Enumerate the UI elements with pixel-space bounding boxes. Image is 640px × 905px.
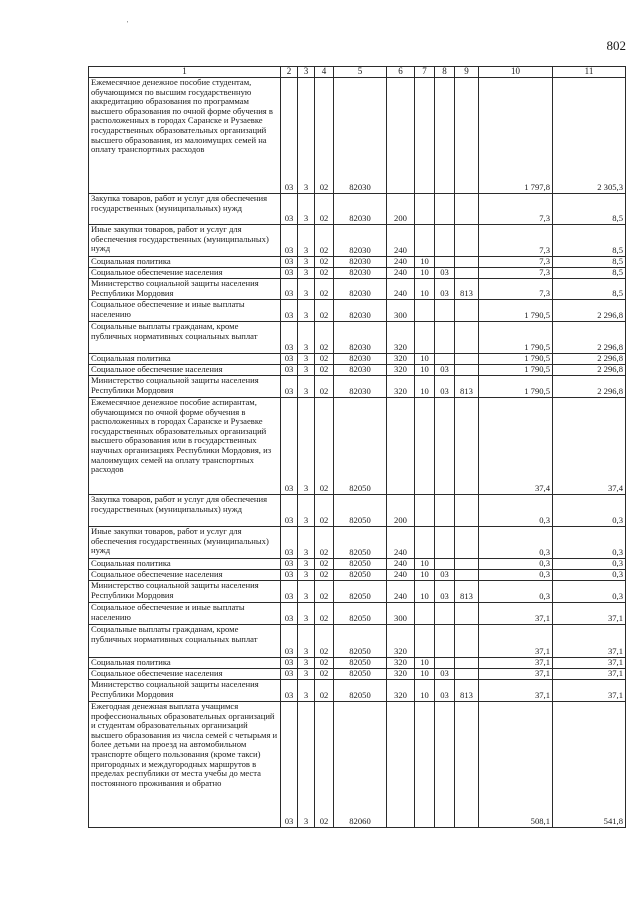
code-cell: 03 xyxy=(281,225,298,257)
code-cell: 813 xyxy=(455,581,479,603)
amount-cell: 1 790,5 xyxy=(479,376,553,398)
code-cell: 02 xyxy=(315,194,334,225)
code-cell: 3 xyxy=(298,398,315,495)
code-cell: 3 xyxy=(298,495,315,527)
code-cell: 82050 xyxy=(334,495,387,527)
code-cell: 10 xyxy=(415,257,435,268)
table-row xyxy=(89,225,626,257)
code-cell: 82030 xyxy=(334,194,387,225)
code-cell: 82060 xyxy=(334,702,387,828)
code-cell xyxy=(415,225,435,257)
code-cell: 3 xyxy=(298,354,315,365)
amount-cell: 0,3 xyxy=(479,559,553,570)
code-cell: 240 xyxy=(387,225,415,257)
code-cell: 10 xyxy=(415,658,435,669)
code-cell: 82050 xyxy=(334,570,387,581)
code-cell: 02 xyxy=(315,680,334,702)
item-name-cell: Социальное обеспечение населения xyxy=(89,365,281,376)
code-cell: 320 xyxy=(387,669,415,680)
code-cell xyxy=(435,527,455,559)
item-name-cell: Министерство социальной защиты населения Республики Мордовия xyxy=(89,279,281,300)
table-row xyxy=(89,527,626,559)
table-row xyxy=(89,257,626,268)
amount-cell: 37,1 xyxy=(479,669,553,680)
code-cell xyxy=(435,78,455,194)
item-name-cell: Иные закупки товаров, работ и услуг для обеспечения государственных (муниципальных) нужд xyxy=(89,527,281,559)
amount-cell: 0,3 xyxy=(479,527,553,559)
code-cell: 02 xyxy=(315,669,334,680)
code-cell: 240 xyxy=(387,559,415,570)
code-cell: 300 xyxy=(387,603,415,625)
header-cell: 4 xyxy=(315,67,334,78)
table-row xyxy=(89,322,626,354)
code-cell: 82030 xyxy=(334,279,387,300)
code-cell: 813 xyxy=(455,279,479,300)
code-cell: 03 xyxy=(281,527,298,559)
code-cell: 240 xyxy=(387,570,415,581)
code-cell xyxy=(415,625,435,658)
header-cell: 7 xyxy=(415,67,435,78)
code-cell xyxy=(415,495,435,527)
code-cell: 3 xyxy=(298,225,315,257)
code-cell: 82050 xyxy=(334,398,387,495)
amount-cell: 8,5 xyxy=(553,225,626,257)
table-row xyxy=(89,376,626,398)
table-row xyxy=(89,78,626,194)
amount-cell: 1 790,5 xyxy=(479,322,553,354)
code-cell xyxy=(415,398,435,495)
code-cell xyxy=(415,527,435,559)
code-cell: 10 xyxy=(415,570,435,581)
amount-cell: 37,1 xyxy=(479,680,553,702)
code-cell: 320 xyxy=(387,625,415,658)
code-cell: 03 xyxy=(281,78,298,194)
code-cell xyxy=(455,495,479,527)
code-cell: 10 xyxy=(415,680,435,702)
code-cell: 03 xyxy=(435,669,455,680)
code-cell: 02 xyxy=(315,658,334,669)
code-cell xyxy=(455,365,479,376)
code-cell xyxy=(455,625,479,658)
amount-cell: 541,8 xyxy=(553,702,626,828)
code-cell: 82030 xyxy=(334,225,387,257)
amount-cell: 37,4 xyxy=(553,398,626,495)
code-cell: 82050 xyxy=(334,581,387,603)
item-name-cell: Закупка товаров, работ и услуг для обеспечения государственных (муниципальных) нужд xyxy=(89,194,281,225)
code-cell: 02 xyxy=(315,268,334,279)
table-row xyxy=(89,559,626,570)
table-row xyxy=(89,625,626,658)
header-cell: 6 xyxy=(387,67,415,78)
code-cell: 200 xyxy=(387,495,415,527)
code-cell: 02 xyxy=(315,603,334,625)
code-cell: 02 xyxy=(315,279,334,300)
table-row xyxy=(89,300,626,322)
code-cell: 240 xyxy=(387,257,415,268)
code-cell: 03 xyxy=(281,669,298,680)
code-cell xyxy=(455,300,479,322)
item-name-cell: Ежемесячное денежное пособие студентам, обучающимся по высшим государственную аккредитацию образования по программам высшего образования по очной форме обучения в расположенных в городах Саранске и Рузаевке государственных образовательных организаций высшего образования, из малоимущих семей на оплату транспортных расходов xyxy=(89,78,281,194)
code-cell xyxy=(415,300,435,322)
code-cell: 320 xyxy=(387,680,415,702)
code-cell: 82050 xyxy=(334,527,387,559)
code-cell xyxy=(435,322,455,354)
code-cell: 3 xyxy=(298,365,315,376)
code-cell xyxy=(387,702,415,828)
amount-cell: 0,3 xyxy=(479,495,553,527)
code-cell: 03 xyxy=(435,279,455,300)
code-cell xyxy=(455,603,479,625)
code-cell: 320 xyxy=(387,322,415,354)
item-name-cell: Ежегодная денежная выплата учащимся профессиональных образовательных организаций и студентам образовательных организаций высшего образования из числа семей с четырьмя и более детьми на проезд на автомобильном транспорте общего пользования (кроме такси) пригородных и междугородных маршрутов в пределах республики от места учебы до места постоянного проживания и обратно xyxy=(89,702,281,828)
item-name-cell: Закупка товаров, работ и услуг для обеспечения государственных (муниципальных) нужд xyxy=(89,495,281,527)
code-cell: 02 xyxy=(315,702,334,828)
code-cell: 03 xyxy=(281,559,298,570)
code-cell: 240 xyxy=(387,279,415,300)
amount-cell: 1 790,5 xyxy=(479,354,553,365)
code-cell: 3 xyxy=(298,625,315,658)
code-cell: 02 xyxy=(315,376,334,398)
code-cell xyxy=(455,398,479,495)
code-cell: 10 xyxy=(415,279,435,300)
item-name-cell: Ежемесячное денежное пособие аспирантам, обучающимся по очной форме обучения в расположенных в городах Саранске и Рузаевке государственных образовательных организаций высшего образования или в государственных научных организациях Республики Мордовия, из малоимущих семей на оплату транспортных расходов xyxy=(89,398,281,495)
amount-cell: 508,1 xyxy=(479,702,553,828)
code-cell xyxy=(435,194,455,225)
code-cell xyxy=(455,257,479,268)
amount-cell: 7,3 xyxy=(479,257,553,268)
header-cell: 3 xyxy=(298,67,315,78)
code-cell: 82030 xyxy=(334,365,387,376)
code-cell: 02 xyxy=(315,354,334,365)
code-cell: 02 xyxy=(315,625,334,658)
code-cell: 3 xyxy=(298,279,315,300)
code-cell xyxy=(455,194,479,225)
item-name-cell: Социальное обеспечение населения xyxy=(89,669,281,680)
header-cell: 9 xyxy=(455,67,479,78)
code-cell: 03 xyxy=(281,398,298,495)
code-cell: 02 xyxy=(315,527,334,559)
code-cell: 02 xyxy=(315,78,334,194)
item-name-cell: Социальная политика xyxy=(89,257,281,268)
amount-cell: 37,1 xyxy=(553,658,626,669)
code-cell: 10 xyxy=(415,559,435,570)
code-cell: 3 xyxy=(298,702,315,828)
code-cell: 3 xyxy=(298,603,315,625)
table-row xyxy=(89,194,626,225)
code-cell: 320 xyxy=(387,376,415,398)
code-cell xyxy=(435,625,455,658)
code-cell xyxy=(415,322,435,354)
code-cell: 03 xyxy=(281,300,298,322)
scan-mark: ' xyxy=(127,20,129,28)
code-cell: 03 xyxy=(281,322,298,354)
amount-cell: 7,3 xyxy=(479,194,553,225)
code-cell xyxy=(435,658,455,669)
code-cell: 02 xyxy=(315,322,334,354)
code-cell: 82050 xyxy=(334,658,387,669)
amount-cell: 7,3 xyxy=(479,279,553,300)
amount-cell: 8,5 xyxy=(553,194,626,225)
table-row xyxy=(89,603,626,625)
code-cell xyxy=(435,559,455,570)
amount-cell: 1 790,5 xyxy=(479,365,553,376)
code-cell xyxy=(415,603,435,625)
code-cell: 82030 xyxy=(334,354,387,365)
code-cell: 02 xyxy=(315,300,334,322)
amount-cell: 0,3 xyxy=(553,570,626,581)
code-cell: 03 xyxy=(281,194,298,225)
amount-cell: 0,3 xyxy=(553,559,626,570)
code-cell: 03 xyxy=(281,354,298,365)
amount-cell: 0,3 xyxy=(479,581,553,603)
code-cell xyxy=(455,559,479,570)
item-name-cell: Социальные выплаты гражданам, кроме публичных нормативных социальных выплат xyxy=(89,625,281,658)
header-row xyxy=(89,67,626,78)
code-cell xyxy=(435,257,455,268)
amount-cell: 7,3 xyxy=(479,268,553,279)
code-cell: 3 xyxy=(298,527,315,559)
code-cell: 3 xyxy=(298,559,315,570)
amount-cell: 37,1 xyxy=(553,680,626,702)
amount-cell: 8,5 xyxy=(553,279,626,300)
item-name-cell: Министерство социальной защиты населения Республики Мордовия xyxy=(89,376,281,398)
table-body xyxy=(89,78,626,828)
code-cell: 82030 xyxy=(334,322,387,354)
code-cell: 03 xyxy=(281,495,298,527)
item-name-cell: Социальное обеспечение населения xyxy=(89,570,281,581)
code-cell xyxy=(455,354,479,365)
amount-cell: 37,1 xyxy=(479,658,553,669)
code-cell: 82030 xyxy=(334,257,387,268)
amount-cell: 37,1 xyxy=(479,603,553,625)
code-cell: 82030 xyxy=(334,300,387,322)
code-cell xyxy=(387,398,415,495)
code-cell xyxy=(455,268,479,279)
header-cell: 1 xyxy=(89,67,281,78)
code-cell: 3 xyxy=(298,78,315,194)
code-cell: 10 xyxy=(415,365,435,376)
code-cell: 02 xyxy=(315,559,334,570)
code-cell: 10 xyxy=(415,376,435,398)
code-cell: 3 xyxy=(298,322,315,354)
code-cell: 813 xyxy=(455,376,479,398)
code-cell: 03 xyxy=(281,268,298,279)
code-cell xyxy=(415,194,435,225)
code-cell: 240 xyxy=(387,527,415,559)
code-cell xyxy=(455,658,479,669)
code-cell: 10 xyxy=(415,354,435,365)
code-cell: 03 xyxy=(435,365,455,376)
code-cell: 82050 xyxy=(334,669,387,680)
code-cell: 320 xyxy=(387,365,415,376)
code-cell: 03 xyxy=(281,702,298,828)
code-cell: 200 xyxy=(387,194,415,225)
code-cell xyxy=(455,669,479,680)
amount-cell: 37,1 xyxy=(553,603,626,625)
header-cell: 2 xyxy=(281,67,298,78)
item-name-cell: Иные закупки товаров, работ и услуг для обеспечения государственных (муниципальных) нужд xyxy=(89,225,281,257)
item-name-cell: Министерство социальной защиты населения Республики Мордовия xyxy=(89,581,281,603)
code-cell: 10 xyxy=(415,669,435,680)
table-row xyxy=(89,702,626,828)
item-name-cell: Социальное обеспечение населения xyxy=(89,268,281,279)
code-cell xyxy=(455,702,479,828)
code-cell: 240 xyxy=(387,581,415,603)
amount-cell: 2 296,8 xyxy=(553,300,626,322)
item-name-cell: Социальная политика xyxy=(89,354,281,365)
code-cell: 02 xyxy=(315,257,334,268)
code-cell: 03 xyxy=(281,365,298,376)
code-cell: 03 xyxy=(281,581,298,603)
header-cell: 10 xyxy=(479,67,553,78)
table-row xyxy=(89,398,626,495)
table-row xyxy=(89,279,626,300)
code-cell: 02 xyxy=(315,398,334,495)
table-row xyxy=(89,268,626,279)
code-cell: 03 xyxy=(435,570,455,581)
item-name-cell: Социальное обеспечение и иные выплаты населению xyxy=(89,300,281,322)
code-cell: 82030 xyxy=(334,268,387,279)
amount-cell: 1 797,8 xyxy=(479,78,553,194)
code-cell: 03 xyxy=(281,658,298,669)
table-row xyxy=(89,581,626,603)
amount-cell: 2 296,8 xyxy=(553,376,626,398)
code-cell: 03 xyxy=(435,376,455,398)
amount-cell: 2 296,8 xyxy=(553,322,626,354)
amount-cell: 7,3 xyxy=(479,225,553,257)
code-cell: 03 xyxy=(281,376,298,398)
code-cell: 3 xyxy=(298,669,315,680)
item-name-cell: Министерство социальной защиты населения Республики Мордовия xyxy=(89,680,281,702)
code-cell: 3 xyxy=(298,570,315,581)
amount-cell: 2 305,3 xyxy=(553,78,626,194)
amount-cell: 37,1 xyxy=(479,625,553,658)
code-cell xyxy=(435,398,455,495)
code-cell: 03 xyxy=(281,257,298,268)
code-cell xyxy=(435,354,455,365)
code-cell: 03 xyxy=(281,680,298,702)
amount-cell: 37,1 xyxy=(553,669,626,680)
code-cell: 10 xyxy=(415,581,435,603)
code-cell xyxy=(455,225,479,257)
code-cell: 82050 xyxy=(334,559,387,570)
code-cell: 03 xyxy=(281,570,298,581)
code-cell xyxy=(387,78,415,194)
item-name-cell: Социальное обеспечение и иные выплаты населению xyxy=(89,603,281,625)
code-cell xyxy=(435,603,455,625)
code-cell: 3 xyxy=(298,658,315,669)
code-cell: 82030 xyxy=(334,78,387,194)
code-cell xyxy=(415,702,435,828)
code-cell: 02 xyxy=(315,495,334,527)
code-cell: 02 xyxy=(315,365,334,376)
table-row xyxy=(89,658,626,669)
item-name-cell: Социальные выплаты гражданам, кроме публичных нормативных социальных выплат xyxy=(89,322,281,354)
code-cell: 02 xyxy=(315,581,334,603)
amount-cell: 8,5 xyxy=(553,257,626,268)
table-row xyxy=(89,680,626,702)
code-cell: 03 xyxy=(435,581,455,603)
code-cell xyxy=(435,702,455,828)
code-cell xyxy=(455,322,479,354)
code-cell xyxy=(455,78,479,194)
amount-cell: 37,1 xyxy=(553,625,626,658)
code-cell: 3 xyxy=(298,194,315,225)
code-cell: 03 xyxy=(435,680,455,702)
code-cell xyxy=(435,495,455,527)
code-cell: 82050 xyxy=(334,603,387,625)
code-cell: 03 xyxy=(281,279,298,300)
code-cell: 3 xyxy=(298,581,315,603)
amount-cell: 0,3 xyxy=(553,581,626,603)
table-row xyxy=(89,365,626,376)
amount-cell: 37,4 xyxy=(479,398,553,495)
amount-cell: 2 296,8 xyxy=(553,354,626,365)
page-number: 802 xyxy=(606,38,626,53)
table-row xyxy=(89,570,626,581)
amount-cell: 0,3 xyxy=(553,495,626,527)
code-cell: 3 xyxy=(298,680,315,702)
item-name-cell: Социальная политика xyxy=(89,658,281,669)
amount-cell: 1 790,5 xyxy=(479,300,553,322)
code-cell: 300 xyxy=(387,300,415,322)
code-cell: 3 xyxy=(298,257,315,268)
code-cell xyxy=(455,527,479,559)
header-cell: 5 xyxy=(334,67,387,78)
table-row xyxy=(89,669,626,680)
code-cell: 82030 xyxy=(334,376,387,398)
code-cell: 3 xyxy=(298,376,315,398)
code-cell xyxy=(435,225,455,257)
code-cell xyxy=(415,78,435,194)
table-row xyxy=(89,495,626,527)
code-cell xyxy=(455,570,479,581)
code-cell: 240 xyxy=(387,268,415,279)
item-name-cell: Социальная политика xyxy=(89,559,281,570)
header-cell: 11 xyxy=(553,67,626,78)
code-cell: 3 xyxy=(298,268,315,279)
code-cell: 03 xyxy=(281,625,298,658)
code-cell: 10 xyxy=(415,268,435,279)
code-cell: 82050 xyxy=(334,680,387,702)
code-cell: 02 xyxy=(315,225,334,257)
amount-cell: 8,5 xyxy=(553,268,626,279)
code-cell: 03 xyxy=(435,268,455,279)
amount-cell: 2 296,8 xyxy=(553,365,626,376)
budget-table xyxy=(88,66,626,828)
code-cell: 03 xyxy=(281,603,298,625)
code-cell: 82050 xyxy=(334,625,387,658)
code-cell: 02 xyxy=(315,570,334,581)
code-cell: 3 xyxy=(298,300,315,322)
code-cell: 320 xyxy=(387,354,415,365)
header-cell: 8 xyxy=(435,67,455,78)
amount-cell: 0,3 xyxy=(479,570,553,581)
code-cell: 320 xyxy=(387,658,415,669)
code-cell xyxy=(435,300,455,322)
table-row xyxy=(89,354,626,365)
amount-cell: 0,3 xyxy=(553,527,626,559)
code-cell: 813 xyxy=(455,680,479,702)
